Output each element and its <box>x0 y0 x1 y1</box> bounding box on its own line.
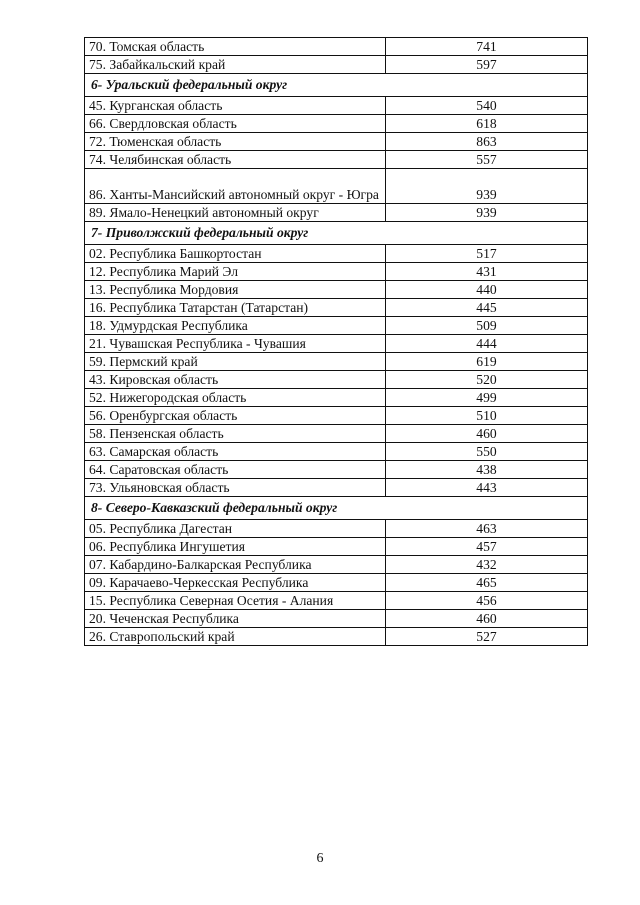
region-value-cell: 509 <box>386 317 588 335</box>
region-value-cell: 460 <box>386 425 588 443</box>
table-row <box>85 38 588 56</box>
region-value-cell: 463 <box>386 520 588 538</box>
region-value-cell: 444 <box>386 335 588 353</box>
table-row <box>85 281 588 299</box>
table-row <box>85 151 588 169</box>
region-value-cell: 431 <box>386 263 588 281</box>
region-name-cell: 16. Республика Татарстан (Татарстан) <box>85 299 386 317</box>
regions-table-body <box>85 38 588 646</box>
district-heading: 6- Уральский федеральный округ <box>85 74 588 97</box>
region-value-cell: 510 <box>386 407 588 425</box>
table-row <box>85 115 588 133</box>
table-row <box>85 425 588 443</box>
region-value-cell: 465 <box>386 574 588 592</box>
region-value-cell: 457 <box>386 538 588 556</box>
region-name-cell: 07. Кабардино-Балкарская Республика <box>85 556 386 574</box>
table-row <box>85 538 588 556</box>
table-row <box>85 245 588 263</box>
region-value-cell: 456 <box>386 592 588 610</box>
region-name-cell: 09. Карачаево-Черкесская Республика <box>85 574 386 592</box>
table-row <box>85 443 588 461</box>
region-value-cell: 597 <box>386 56 588 74</box>
table-row <box>85 479 588 497</box>
region-name-cell: 58. Пензенская область <box>85 425 386 443</box>
page-number: 6 <box>316 851 324 866</box>
region-value-cell: 499 <box>386 389 588 407</box>
region-name-cell: 43. Кировская область <box>85 371 386 389</box>
region-value-cell: 540 <box>386 97 588 115</box>
region-name-cell: 52. Нижегородская область <box>85 389 386 407</box>
table-row <box>85 610 588 628</box>
region-value-cell: 863 <box>386 133 588 151</box>
region-name-cell: 75. Забайкальский край <box>85 56 386 74</box>
region-name-cell: 63. Самарская область <box>85 443 386 461</box>
region-name-cell: 26. Ставропольский край <box>85 628 386 646</box>
district-heading: 7- Приволжский федеральный округ <box>85 222 588 245</box>
district-heading-row <box>85 222 588 245</box>
region-value-cell: 440 <box>386 281 588 299</box>
table-row <box>85 169 588 204</box>
region-name-cell: 86. Ханты-Мансийский автономный округ - Югра <box>85 169 386 204</box>
region-value-cell: 619 <box>386 353 588 371</box>
table-row <box>85 371 588 389</box>
region-value-cell: 438 <box>386 461 588 479</box>
table-row <box>85 407 588 425</box>
region-value-cell: 443 <box>386 479 588 497</box>
region-name-cell: 02. Республика Башкортостан <box>85 245 386 263</box>
district-heading-row <box>85 497 588 520</box>
region-value-cell: 517 <box>386 245 588 263</box>
table-row <box>85 263 588 281</box>
table-row <box>85 556 588 574</box>
table-row <box>85 317 588 335</box>
region-value-cell: 445 <box>386 299 588 317</box>
region-value-cell: 939 <box>386 204 588 222</box>
region-value-cell: 432 <box>386 556 588 574</box>
table-row <box>85 592 588 610</box>
district-heading: 8- Северо-Кавказский федеральный округ <box>85 497 588 520</box>
table-row <box>85 389 588 407</box>
table-row <box>85 520 588 538</box>
region-value-cell: 550 <box>386 443 588 461</box>
region-value-cell: 527 <box>386 628 588 646</box>
table-row <box>85 299 588 317</box>
table-row <box>85 574 588 592</box>
table-row <box>85 133 588 151</box>
region-value-cell: 939 <box>386 169 588 204</box>
region-value-cell: 520 <box>386 371 588 389</box>
region-value-cell: 557 <box>386 151 588 169</box>
region-name-cell: 64. Саратовская область <box>85 461 386 479</box>
region-name-cell: 05. Республика Дагестан <box>85 520 386 538</box>
region-name-cell: 13. Республика Мордовия <box>85 281 386 299</box>
region-name-cell: 72. Тюменская область <box>85 133 386 151</box>
table-row <box>85 204 588 222</box>
district-heading-row <box>85 74 588 97</box>
region-name-cell: 06. Республика Ингушетия <box>85 538 386 556</box>
region-name-cell: 20. Чеченская Республика <box>85 610 386 628</box>
regions-table <box>84 37 588 646</box>
table-row <box>85 97 588 115</box>
region-name-cell: 73. Ульяновская область <box>85 479 386 497</box>
table-row <box>85 335 588 353</box>
region-value-cell: 460 <box>386 610 588 628</box>
region-name-cell: 15. Республика Северная Осетия - Алания <box>85 592 386 610</box>
table-row <box>85 628 588 646</box>
region-name-cell: 45. Курганская область <box>85 97 386 115</box>
region-value-cell: 618 <box>386 115 588 133</box>
region-name-cell: 21. Чувашская Республика - Чувашия <box>85 335 386 353</box>
region-name-cell: 89. Ямало-Ненецкий автономный округ <box>85 204 386 222</box>
region-name-cell: 59. Пермский край <box>85 353 386 371</box>
region-name-cell: 74. Челябинская область <box>85 151 386 169</box>
table-row <box>85 56 588 74</box>
region-value-cell: 741 <box>386 38 588 56</box>
region-name-cell: 70. Томская область <box>85 38 386 56</box>
region-name-cell: 18. Удмурдская Республика <box>85 317 386 335</box>
region-name-cell: 12. Республика Марий Эл <box>85 263 386 281</box>
region-name-cell: 66. Свердловская область <box>85 115 386 133</box>
region-name-cell: 56. Оренбургская область <box>85 407 386 425</box>
table-row <box>85 353 588 371</box>
table-row <box>85 461 588 479</box>
